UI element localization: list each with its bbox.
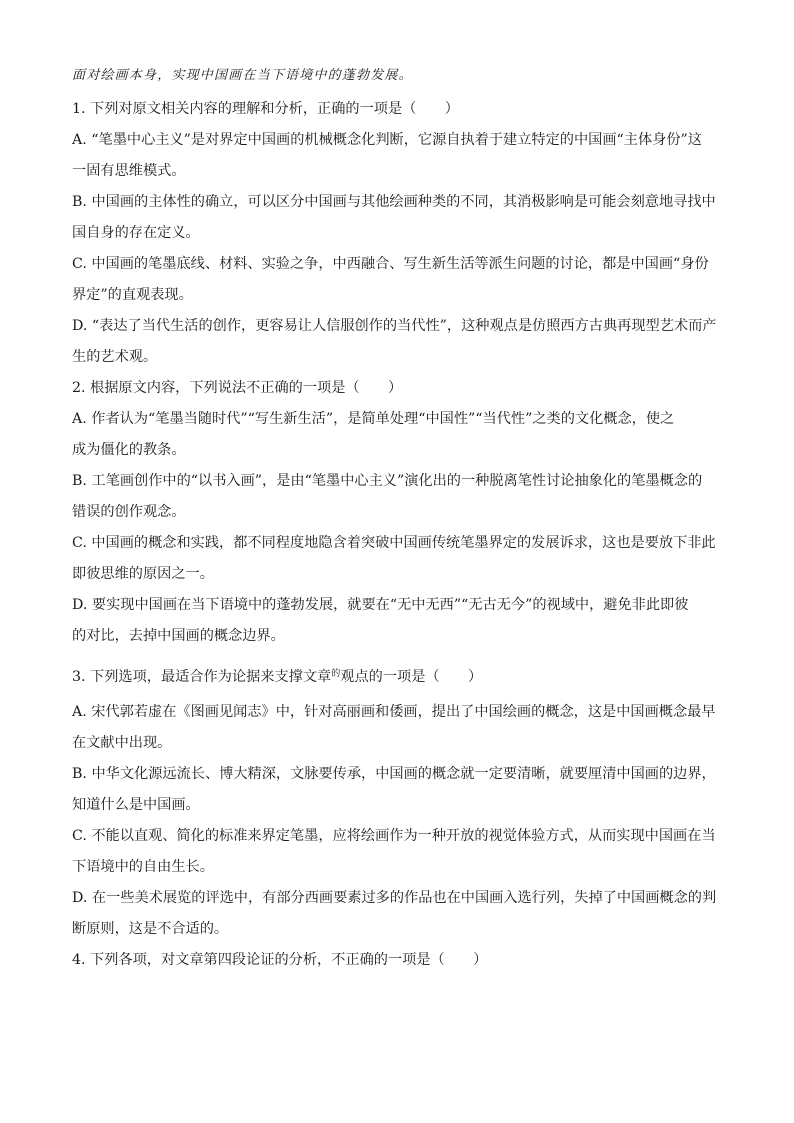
question-3-stem-start: 3. 下列选项，最适合作为论据来支撑文章	[72, 669, 332, 685]
question-1-option-d-line-1: D. “表达了当代生活的创作，更容易让人信服创作的当代性”，这种观点是仿照西方古典再现型艺术而产	[72, 318, 717, 334]
question-2-stem: 2. 根据原文内容，下列说法不正确的一项是（ ）	[72, 380, 403, 396]
question-3-option-d-line-2: 断原则，这是不合适的。	[72, 921, 229, 937]
question-1-option-b-line-2: 国自身的存在定义。	[72, 225, 200, 241]
question-2-option-d-line-1: D. 要实现中国画在当下语境中的蓬勃发展，就要在“无中无西”“无古无今”的视域中，避免非此即彼	[72, 597, 689, 613]
question-2-option-c-line-2: 即彼思维的原因之一。	[72, 566, 214, 582]
question-1-option-a-line-1: A. “笔墨中心主义”是对界定中国画的机械概念化判断，它源自执着于建立特定的中国画“主体身份”这	[72, 132, 702, 148]
question-3-option-c-line-1: C. 不能以直观、简化的标准来界定笔墨，应将绘画作为一种开放的视觉体验方式，从而实现中国画在当	[72, 828, 716, 844]
question-3-option-b-line-1: B. 中华文化源远流长、博大精深，文脉要传承，中国画的概念就一定要清晰，就要厘清中国画的边界，	[72, 766, 716, 782]
question-2-option-c-line-1: C. 中国画的概念和实践，都不同程度地隐含着突破中国画传统笔墨界定的发展诉求，这也是要放下非此	[72, 535, 716, 551]
intro-line: 面对绘画本身，实现中国画在当下语境中的蓬勃发展。	[72, 68, 413, 83]
question-1-option-c-line-2: 界定”的直观表现。	[72, 287, 193, 303]
question-4-stem: 4. 下列各项，对文章第四段论证的分析，不正确的一项是（ ）	[72, 952, 488, 968]
question-2-option-b-line-2: 错误的创作观念。	[72, 504, 186, 520]
question-1-option-a-line-2: 一固有思维模式。	[72, 163, 186, 179]
question-3-stem	[72, 667, 482, 689]
question-2-option-d-line-2: 的对比，去掉中国画的概念边界。	[72, 628, 285, 644]
question-3-option-a-line-1: A. 宋代郭若虚在《图画见闻志》中，针对高丽画和倭画，提出了中国绘画的概念，这是中国画概念最早	[72, 704, 716, 720]
question-3-option-d-line-1: D. 在一些美术展览的评选中，有部分西画要素过多的作品也在中国画入选行列，失掉了中国画概念的判	[72, 890, 717, 906]
question-3-option-b-line-2: 知道什么是中国画。	[72, 797, 200, 813]
question-1-option-c-line-1: C. 中国画的笔墨底线、材料、实验之争，中西融合、写生新生活等派生问题的讨论，都是中国画“身份	[72, 256, 709, 272]
question-3-stem-mark: 的	[331, 669, 341, 679]
question-3-stem-end: 观点的一项是（ ）	[340, 669, 483, 685]
question-1-stem: 1. 下列对原文相关内容的理解和分析，正确的一项是（ ）	[72, 101, 459, 117]
question-2-option-a-line-1: A. 作者认为“笔墨当随时代”“写生新生活”，是简单处理“中国性”“当代性”之类的文化概念，使之	[72, 411, 675, 427]
question-1-option-b-line-1: B. 中国画的主体性的确立，可以区分中国画与其他绘画种类的不同，其消极影响是可能会刻意地寻找中	[72, 194, 716, 210]
question-2-option-b-line-1: B. 工笔画创作中的“以书入画”，是由“笔墨中心主义”演化出的一种脱离笔性讨论抽象化的笔墨概念的	[72, 473, 703, 489]
question-2-option-a-line-2: 成为僵化的教条。	[72, 442, 186, 458]
question-1-option-d-line-2: 生的艺术观。	[72, 349, 158, 365]
question-3-option-c-line-2: 下语境中的自由生长。	[72, 859, 214, 875]
question-3-option-a-line-2: 在文献中出现。	[72, 735, 172, 751]
